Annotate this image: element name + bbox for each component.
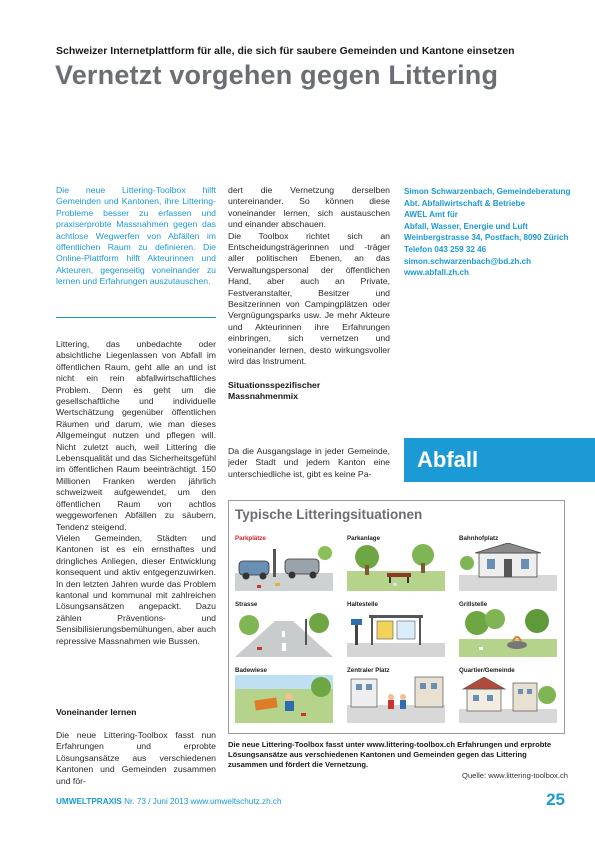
illustration-grill [459,601,557,657]
station-scene-icon [459,543,557,591]
illustration-park [347,535,445,591]
street-scene-icon [235,609,333,657]
label-central-square: Zentraler Platz [347,667,390,674]
illustration-bus-stop [347,601,445,657]
illustration-central-square [347,667,445,723]
page-number: 25 [546,790,565,809]
illustration-parking [235,535,333,591]
col2-subhead-line-1: Situationsspezifischer [228,380,321,390]
label-parking: Parkplätze [235,535,266,542]
contact-line: AWEL Amt für [404,210,458,220]
label-station: Bahnhofplatz [459,535,499,542]
park-scene-icon [347,543,445,591]
col2-paragraph-2: Die Toolbox richtet sich an Entscheidungsträgerinnen und -träger aller politischen Ebenen, an das Verwaltungspersonal der öffentlichen Hand, aber auch an Private, Festveranstalter, Besitzer und Besitzerinnen von Campingplätzen oder Vergnügungsparks usw. Je mehr Akteure und Akteurinnen ihre Erfahrungen einbringen, sich vernetzen und voneinander lernen, desto wirkungsvoller wird das Instrument. [228,230,390,367]
col2-subhead [228,380,390,403]
column-2 [228,185,390,368]
square-scene-icon [347,675,445,723]
litter-situations-figure [228,500,565,734]
label-park: Parkanlage [347,535,381,542]
footer-brand: UMWELTPRAXIS [56,797,122,806]
col2-paragraph-1: dert die Vernetzung derselben untereinander. So können diese voneinander lernen, sich austauschen und einander abschauen. [228,185,390,230]
page-title: Vernetzt vorgehen gegen Littering [55,60,499,90]
illustration-street [235,601,333,657]
contact-line: Simon Schwarzenbach, Gemeindeberatung [404,187,571,196]
contact-line: Abt. Abfallwirtschaft & Betriebe [404,198,526,208]
lawn-scene-icon [235,675,333,723]
contact-web-link[interactable]: www.abfall.zh.ch [404,268,469,278]
section-tag: Abfall [404,438,595,482]
col1-paragraph-1: Littering, das unbedachte oder absichtliche Liegenlassen von Abfall im öffentlichen Raum, geht alle an und ist nicht ein rein abfallwirtschaftliches Problem. Denn es geht um die gesellschaftliche und individuelle Wertschätzung gegenüber öffentlichen Räumen und darum, wie man dieses Allgemeingut nutzen und pflegen will. Nicht zuletzt auch, weil Littering die Lebensqualität und das Sicherheitsgefühl im öffentlichen Raum beeinträchtigt. 150 Millionen Franken werden jährlich schweizweit aufgewendet, um den öffentlichen Raum von achtlos weggeworfenen Abfällen zu säubern, Tendenz steigend. [56,339,216,532]
lead-paragraph: Die neue Littering-Toolbox hilft Gemeinden und Kantonen, ihre Littering-Probleme besser zu erfassen und praxiserprobte Massnahmen gegen das achtlose Wegwerfen von Abfällen im öffentlichen Raum zu definieren. Die Online-Plattform hilft Akteurinnen und Akteuren, gegenseitig voneinander zu lernen und Erfahrungen auszutauschen. [56,185,216,287]
bus-stop-scene-icon [347,609,445,657]
page-footer [56,797,282,806]
figure-source: Quelle: www.littering-toolbox.ch [462,771,568,780]
contact-line: Abfall, Wasser, Energie und Luft [404,221,528,231]
illustration-station [459,535,557,591]
label-bus-stop: Haltestelle [347,601,378,608]
label-street: Strasse [235,601,258,608]
label-lawn: Badewiese [235,667,267,674]
contact-line: Telefon 043 259 32 46 [404,244,487,254]
illustration-neighbourhood [459,667,557,723]
neighbourhood-scene-icon [459,675,557,723]
label-grill: Grillstelle [459,601,488,608]
contact-line: Weinbergstrasse 34, Postfach, 8090 Zürich [404,233,569,243]
kicker: Schweizer Internetplattform für alle, die sich für saubere Gemeinden und Kantone einsetzen [56,45,515,57]
col1-paragraph-3: Die neue Littering-Toolbox fasst nun Erfahrungen und erprobte Lösungsansätze aus verschiedenen Kantonen und Gemeinden zusammen und för- [56,730,216,786]
grill-scene-icon [459,609,557,657]
parking-scene-icon [235,543,333,591]
figure-title: Typische Litteringsituationen [235,507,423,522]
contact-email-link[interactable]: simon.schwarzenbach@bd.zh.ch [404,256,532,266]
figure-caption: Die neue Littering-Toolbox fasst unter www.littering-toolbox.ch Erfahrungen und erprobte Lösungsansätze aus verschiedenen Kantonen und Gemeinden gegen das Littering zusammen und fördert die Vernetzung. [228,740,552,769]
col1-paragraph-2: Vielen Gemeinden, Städten und Kantonen ist es ein ernsthaftes und dringliches Anliegen, dieser Entwicklung konsequent und aktiv entgegenzuwirken. In den letzten Jahren wurde das Problem kantonal und kommunal mit zahlreichen Lösungsansätzen angepackt. Dazu zählen Präventions- und Sensibilisierungsbemühungen, aber auch repressive Massnahmen wie Bussen. [56,532,216,646]
label-neighbourhood: Quartier/Gemeinde [459,667,515,674]
column-1 [56,339,216,647]
illustration-lawn [235,667,333,723]
footer-issue: Nr. 73 / Juni 2013 www.umweltschutz.zh.ch [121,797,282,806]
contact-block [404,186,574,279]
col1-subhead: Voneinander lernen [56,707,137,717]
lead-divider [56,317,216,318]
col2-subhead-line-2: Massnahmenmix [228,391,299,402]
col2-paragraph-3: Da die Ausgangslage in jeder Gemeinde, jeder Stadt und jedem Kanton eine unterschiedliche ist, gibt es keine Pa- [228,446,390,479]
